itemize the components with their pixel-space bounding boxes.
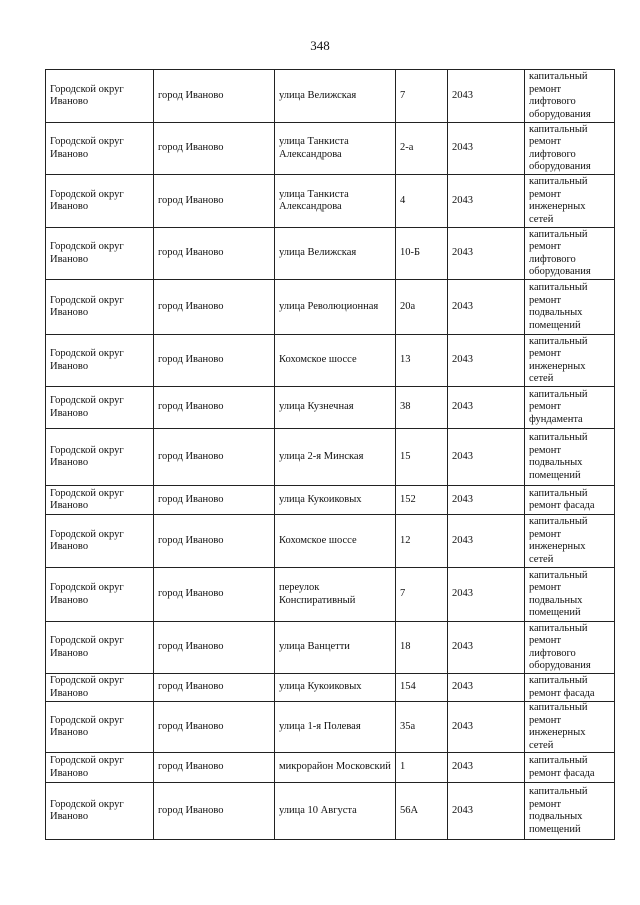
okrug-cell: Городской округ Иваново (46, 429, 154, 486)
city-cell: город Иваново (154, 387, 275, 429)
house-cell: 12 (396, 515, 448, 568)
street-cell: улица Кукоиковых (275, 486, 396, 515)
okrug-cell: Городской округ Иваново (46, 280, 154, 335)
city-cell: город Иваново (154, 674, 275, 702)
house-cell: 18 (396, 622, 448, 674)
okrug-cell: Городской округ Иваново (46, 175, 154, 228)
okrug-cell: Городской округ Иваново (46, 783, 154, 840)
street-cell: улица Велижская (275, 228, 396, 280)
table-row (46, 123, 615, 175)
house-cell: 152 (396, 486, 448, 515)
city-cell: город Иваново (154, 280, 275, 335)
street-cell: улица Танкиста Александрова (275, 123, 396, 175)
street-cell: улица Танкиста Александрова (275, 175, 396, 228)
table-row (46, 674, 615, 702)
work-type-cell: капитальный ремонт фасада (525, 674, 615, 702)
okrug-cell: Городской округ Иваново (46, 702, 154, 753)
work-type-cell: капитальный ремонт инженерных сетей (525, 175, 615, 228)
work-type-cell: капитальный ремонт подвальных помещений (525, 568, 615, 622)
work-type-cell: капитальный ремонт подвальных помещений (525, 783, 615, 840)
table-row (46, 387, 615, 429)
city-cell: город Иваново (154, 783, 275, 840)
city-cell: город Иваново (154, 702, 275, 753)
street-cell: Кохомское шоссе (275, 515, 396, 568)
okrug-cell: Городской округ Иваново (46, 335, 154, 387)
city-cell: город Иваново (154, 175, 275, 228)
table-row (46, 228, 615, 280)
city-cell: город Иваново (154, 335, 275, 387)
year-cell: 2043 (448, 387, 525, 429)
table-row (46, 429, 615, 486)
okrug-cell: Городской округ Иваново (46, 515, 154, 568)
city-cell: город Иваново (154, 429, 275, 486)
city-cell: город Иваново (154, 515, 275, 568)
work-type-cell: капитальный ремонт подвальных помещений (525, 280, 615, 335)
work-type-cell: капитальный ремонт лифтового оборудования (525, 70, 615, 123)
table-row (46, 486, 615, 515)
registry-table (45, 69, 615, 840)
house-cell: 20а (396, 280, 448, 335)
house-cell: 13 (396, 335, 448, 387)
city-cell: город Иваново (154, 228, 275, 280)
year-cell: 2043 (448, 175, 525, 228)
street-cell: улица 2-я Минская (275, 429, 396, 486)
work-type-cell: капитальный ремонт инженерных сетей (525, 335, 615, 387)
table-row (46, 783, 615, 840)
okrug-cell: Городской округ Иваново (46, 123, 154, 175)
table-row (46, 280, 615, 335)
table-row (46, 753, 615, 783)
year-cell: 2043 (448, 70, 525, 123)
year-cell: 2043 (448, 123, 525, 175)
table-row (46, 568, 615, 622)
okrug-cell: Городской округ Иваново (46, 622, 154, 674)
house-cell: 154 (396, 674, 448, 702)
work-type-cell: капитальный ремонт лифтового оборудования (525, 622, 615, 674)
year-cell: 2043 (448, 674, 525, 702)
street-cell: улица Ванцетти (275, 622, 396, 674)
year-cell: 2043 (448, 568, 525, 622)
work-type-cell: капитальный ремонт инженерных сетей (525, 515, 615, 568)
year-cell: 2043 (448, 515, 525, 568)
house-cell: 35а (396, 702, 448, 753)
okrug-cell: Городской округ Иваново (46, 387, 154, 429)
year-cell: 2043 (448, 753, 525, 783)
house-cell: 7 (396, 568, 448, 622)
work-type-cell: капитальный ремонт лифтового оборудования (525, 123, 615, 175)
city-cell: город Иваново (154, 486, 275, 515)
okrug-cell: Городской округ Иваново (46, 70, 154, 123)
city-cell: город Иваново (154, 123, 275, 175)
city-cell: город Иваново (154, 568, 275, 622)
work-type-cell: капитальный ремонт фундамента (525, 387, 615, 429)
okrug-cell: Городской округ Иваново (46, 228, 154, 280)
year-cell: 2043 (448, 280, 525, 335)
house-cell: 38 (396, 387, 448, 429)
registry-table-body (46, 70, 615, 840)
okrug-cell: Городской округ Иваново (46, 486, 154, 515)
page-number: 348 (310, 38, 330, 53)
work-type-cell: капитальный ремонт фасада (525, 486, 615, 515)
work-type-cell: капитальный ремонт фасада (525, 753, 615, 783)
street-cell: Кохомское шоссе (275, 335, 396, 387)
year-cell: 2043 (448, 335, 525, 387)
street-cell: улица Велижская (275, 70, 396, 123)
year-cell: 2043 (448, 486, 525, 515)
table-row (46, 70, 615, 123)
work-type-cell: капитальный ремонт инженерных сетей (525, 702, 615, 753)
street-cell: переулок Конспиративный (275, 568, 396, 622)
street-cell: улица Революционная (275, 280, 396, 335)
street-cell: микрорайон Московский (275, 753, 396, 783)
okrug-cell: Городской округ Иваново (46, 753, 154, 783)
street-cell: улица 10 Августа (275, 783, 396, 840)
street-cell: улица Кузнечная (275, 387, 396, 429)
house-cell: 2-а (396, 123, 448, 175)
year-cell: 2043 (448, 783, 525, 840)
city-cell: город Иваново (154, 753, 275, 783)
house-cell: 1 (396, 753, 448, 783)
street-cell: улица 1-я Полевая (275, 702, 396, 753)
city-cell: город Иваново (154, 70, 275, 123)
table-row (46, 515, 615, 568)
house-cell: 10-Б (396, 228, 448, 280)
okrug-cell: Городской округ Иваново (46, 674, 154, 702)
table-row (46, 702, 615, 753)
house-cell: 56А (396, 783, 448, 840)
table-row (46, 335, 615, 387)
okrug-cell: Городской округ Иваново (46, 568, 154, 622)
city-cell: город Иваново (154, 622, 275, 674)
work-type-cell: капитальный ремонт лифтового оборудования (525, 228, 615, 280)
year-cell: 2043 (448, 228, 525, 280)
year-cell: 2043 (448, 622, 525, 674)
house-cell: 7 (396, 70, 448, 123)
table-row (46, 622, 615, 674)
year-cell: 2043 (448, 429, 525, 486)
work-type-cell: капитальный ремонт подвальных помещений (525, 429, 615, 486)
street-cell: улица Кукоиковых (275, 674, 396, 702)
house-cell: 4 (396, 175, 448, 228)
table-row (46, 175, 615, 228)
house-cell: 15 (396, 429, 448, 486)
year-cell: 2043 (448, 702, 525, 753)
